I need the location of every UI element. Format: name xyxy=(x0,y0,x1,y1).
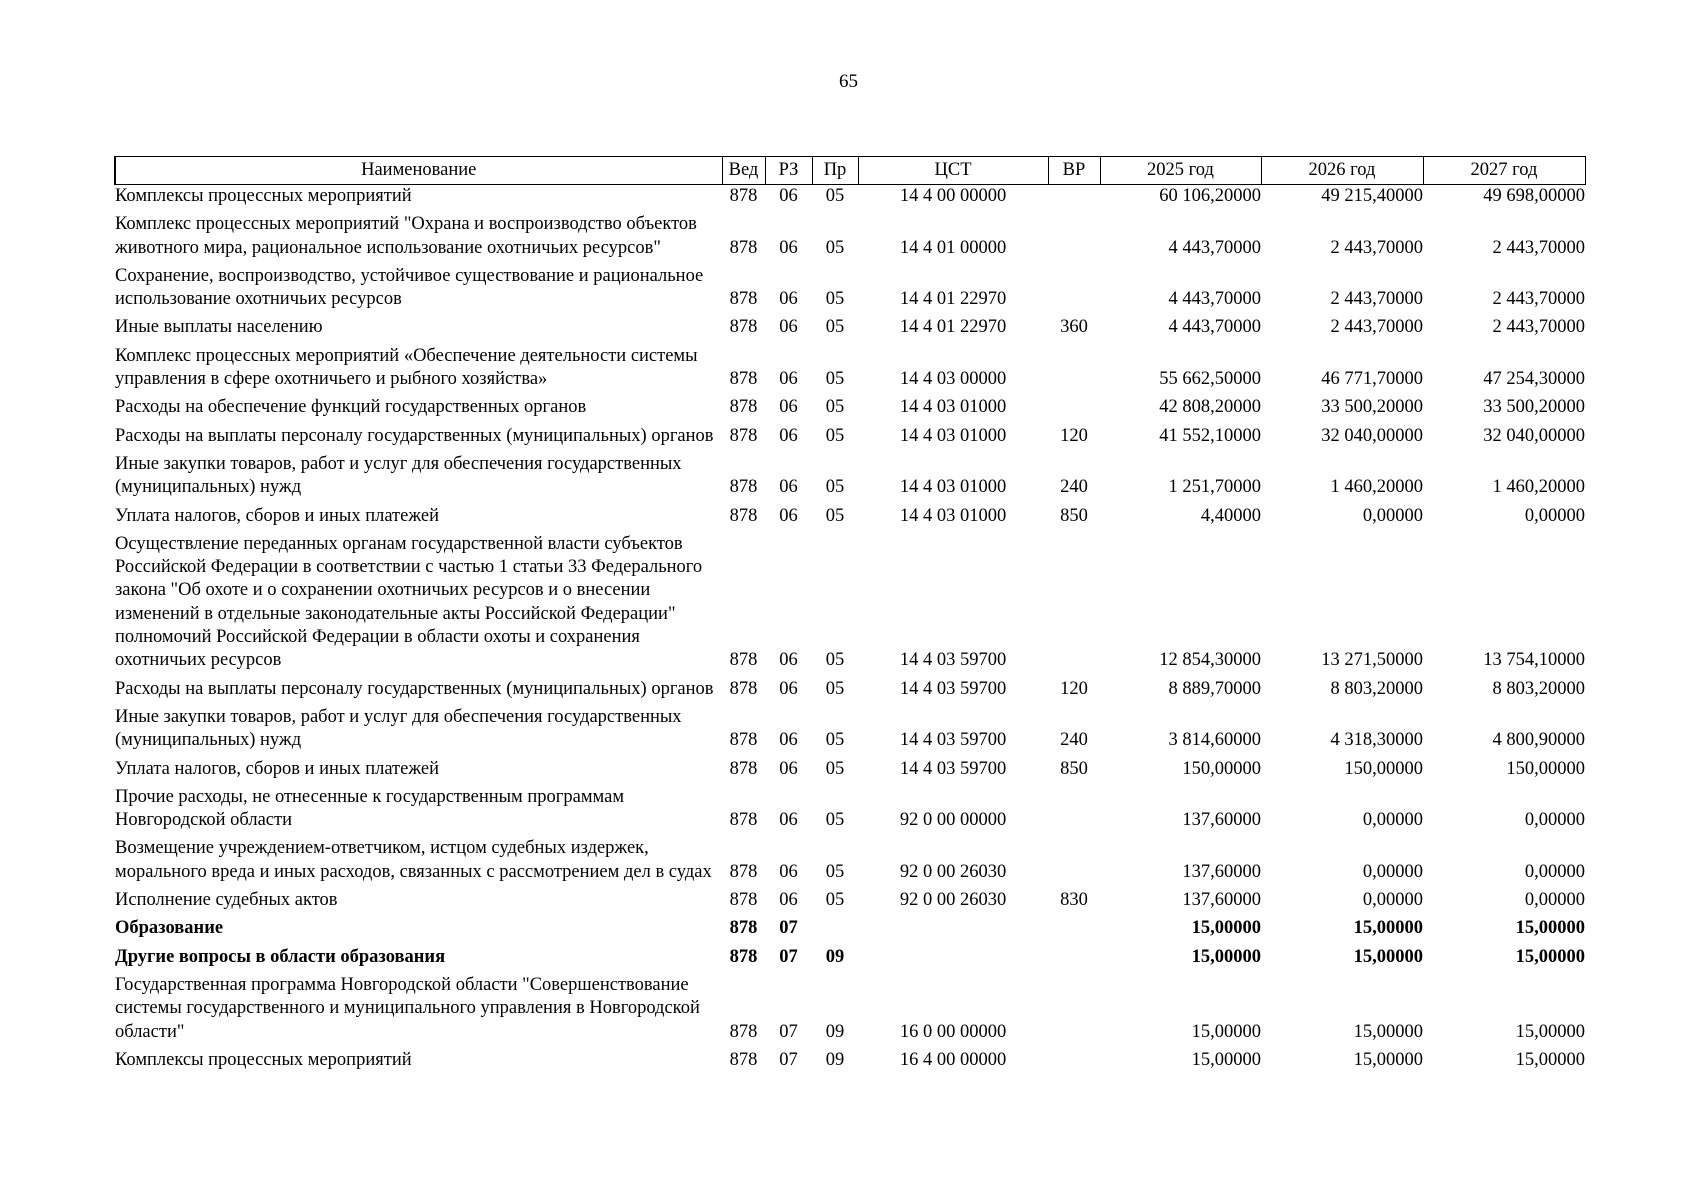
cell-ved: 878 xyxy=(729,1049,758,1070)
table-row xyxy=(115,260,1585,312)
cell-name: Расходы на выплаты персоналу государственных (муниципальных) органов xyxy=(115,678,714,699)
cell-pr: 05 xyxy=(825,505,845,526)
cell-y2026: 49 215,40000 xyxy=(1321,186,1423,206)
cell-pr: 05 xyxy=(825,237,845,258)
cell-y2026: 150,00000 xyxy=(1344,758,1423,779)
cell-y2027: 1 460,20000 xyxy=(1492,477,1585,498)
cell-y2025: 41 552,10000 xyxy=(1159,425,1261,446)
cell-name: Уплата налогов, сборов и иных платежей xyxy=(115,505,440,526)
cell-name: Исполнение судебных актов xyxy=(115,890,338,911)
cell-vr xyxy=(1048,832,1100,884)
cell-name: Комплекс процессных мероприятий «Обеспечение деятельности системы управления в сфере охотничьего и рыбного хозяйства» xyxy=(115,345,698,390)
cell-y2025: 4 443,70000 xyxy=(1168,317,1261,338)
cell-cst: 14 4 01 22970 xyxy=(899,289,1007,310)
table-row xyxy=(115,500,1585,528)
cell-vr: 830 xyxy=(1060,890,1088,911)
cell-pr: 05 xyxy=(825,317,845,338)
table-row xyxy=(115,528,1585,673)
table-row xyxy=(115,391,1585,419)
cell-y2026: 2 443,70000 xyxy=(1330,237,1423,258)
cell-cst: 92 0 00 26030 xyxy=(899,861,1007,882)
cell-cst xyxy=(858,912,1048,940)
header-cst: ЦСТ xyxy=(858,157,1048,185)
table-row xyxy=(115,753,1585,781)
cell-vr: 120 xyxy=(1060,425,1088,446)
cell-cst: 14 4 03 01000 xyxy=(899,477,1007,498)
cell-ved: 878 xyxy=(729,425,758,446)
cell-y2027: 0,00000 xyxy=(1524,861,1585,882)
cell-ved: 878 xyxy=(729,477,758,498)
header-rz: РЗ xyxy=(765,157,812,185)
cell-y2025: 8 889,70000 xyxy=(1168,678,1261,699)
cell-ved: 878 xyxy=(729,810,758,831)
table-row xyxy=(115,884,1585,912)
cell-name: Комплексы процессных мероприятий xyxy=(115,186,412,206)
cell-vr xyxy=(1048,941,1100,969)
header-vr: ВР xyxy=(1048,157,1100,185)
table-header-row xyxy=(115,157,1585,185)
cell-ved: 878 xyxy=(729,730,758,751)
cell-y2027: 8 803,20000 xyxy=(1492,678,1585,699)
table-row xyxy=(115,208,1585,260)
cell-vr xyxy=(1048,340,1100,392)
cell-y2027: 15,00000 xyxy=(1515,918,1585,939)
cell-y2025: 137,60000 xyxy=(1182,810,1261,831)
cell-y2027: 15,00000 xyxy=(1515,1049,1585,1070)
cell-cst: 92 0 00 26030 xyxy=(899,890,1007,911)
cell-y2027: 0,00000 xyxy=(1524,810,1585,831)
cell-vr xyxy=(1048,391,1100,419)
cell-vr: 240 xyxy=(1060,730,1088,751)
cell-pr: 05 xyxy=(825,861,845,882)
cell-rz: 06 xyxy=(779,425,798,446)
cell-y2027: 15,00000 xyxy=(1515,1021,1585,1042)
cell-rz: 06 xyxy=(779,317,798,338)
cell-name: Иные закупки товаров, работ и услуг для обеспечения государственных (муниципальных) нужд xyxy=(115,453,682,498)
cell-y2025: 55 662,50000 xyxy=(1159,369,1261,390)
cell-vr xyxy=(1048,969,1100,1044)
cell-name: Образование xyxy=(115,918,224,939)
cell-pr: 05 xyxy=(825,730,845,751)
cell-pr: 05 xyxy=(825,186,845,206)
cell-pr: 05 xyxy=(825,425,845,446)
cell-pr: 09 xyxy=(825,1049,845,1070)
cell-cst: 14 4 03 59700 xyxy=(899,730,1007,751)
cell-ved: 878 xyxy=(729,918,758,939)
table-row xyxy=(115,969,1585,1044)
cell-rz: 06 xyxy=(779,810,798,831)
cell-pr: 05 xyxy=(825,650,845,671)
cell-rz: 06 xyxy=(779,397,798,418)
cell-ved: 878 xyxy=(729,890,758,911)
cell-y2026: 13 271,50000 xyxy=(1321,650,1423,671)
cell-cst: 14 4 03 59700 xyxy=(899,678,1007,699)
cell-y2026: 15,00000 xyxy=(1353,946,1423,967)
cell-vr xyxy=(1048,781,1100,833)
table-row xyxy=(115,311,1585,339)
header-2026: 2026 год xyxy=(1261,157,1423,185)
cell-ved: 878 xyxy=(729,1021,758,1042)
cell-rz: 06 xyxy=(779,758,798,779)
cell-pr: 05 xyxy=(825,289,845,310)
table-row xyxy=(115,185,1585,209)
cell-ved: 878 xyxy=(729,678,758,699)
cell-y2026: 2 443,70000 xyxy=(1330,289,1423,310)
cell-rz: 06 xyxy=(779,289,798,310)
cell-y2025: 4 443,70000 xyxy=(1168,289,1261,310)
cell-name: Прочие расходы, не отнесенные к государственным программам Новгородской области xyxy=(115,786,625,831)
cell-pr: 05 xyxy=(825,477,845,498)
cell-y2026: 0,00000 xyxy=(1362,890,1423,911)
cell-name: Расходы на выплаты персоналу государственных (муниципальных) органов xyxy=(115,425,714,446)
cell-vr: 360 xyxy=(1060,317,1088,338)
cell-cst: 14 4 03 59700 xyxy=(899,650,1007,671)
cell-y2026: 15,00000 xyxy=(1353,1021,1423,1042)
cell-rz: 06 xyxy=(779,890,798,911)
cell-rz: 06 xyxy=(779,186,798,206)
cell-pr: 05 xyxy=(825,890,845,911)
cell-name: Государственная программа Новгородской области "Совершенствование системы государственного и муниципального управления в Новгородской области" xyxy=(115,974,700,1042)
cell-vr xyxy=(1048,260,1100,312)
cell-cst: 14 4 03 00000 xyxy=(899,369,1007,390)
cell-vr xyxy=(1048,528,1100,673)
cell-vr xyxy=(1048,208,1100,260)
cell-cst: 92 0 00 00000 xyxy=(899,810,1007,831)
cell-y2027: 15,00000 xyxy=(1515,946,1585,967)
cell-y2026: 4 318,30000 xyxy=(1330,730,1423,751)
cell-y2027: 150,00000 xyxy=(1506,758,1585,779)
table-row xyxy=(115,912,1585,940)
cell-ved: 878 xyxy=(729,369,758,390)
cell-vr xyxy=(1048,1044,1100,1072)
cell-y2027: 0,00000 xyxy=(1524,890,1585,911)
cell-y2025: 3 814,60000 xyxy=(1168,730,1261,751)
cell-y2026: 46 771,70000 xyxy=(1321,369,1423,390)
cell-y2027: 2 443,70000 xyxy=(1492,317,1585,338)
cell-pr: 05 xyxy=(825,369,845,390)
cell-y2026: 15,00000 xyxy=(1353,918,1423,939)
cell-y2025: 4,40000 xyxy=(1200,505,1261,526)
cell-y2026: 0,00000 xyxy=(1362,810,1423,831)
table-row xyxy=(115,781,1585,833)
header-2027: 2027 год xyxy=(1423,157,1585,185)
cell-y2026: 33 500,20000 xyxy=(1321,397,1423,418)
cell-pr: 05 xyxy=(825,758,845,779)
header-2025: 2025 год xyxy=(1100,157,1261,185)
table-row xyxy=(115,941,1585,969)
table-row xyxy=(115,673,1585,701)
cell-cst: 14 4 03 01000 xyxy=(899,397,1007,418)
header-pr: Пр xyxy=(812,157,858,185)
cell-y2025: 137,60000 xyxy=(1182,861,1261,882)
cell-pr xyxy=(812,912,858,940)
cell-name: Сохранение, воспроизводство, устойчивое существование и рациональное использование охотничьих ресурсов xyxy=(115,265,704,310)
cell-rz: 06 xyxy=(779,237,798,258)
cell-name: Комплекс процессных мероприятий "Охрана и воспроизводство объектов животного мира, рациональное использование охотничьих ресурсов" xyxy=(115,214,697,258)
cell-cst: 14 4 03 59700 xyxy=(899,758,1007,779)
cell-cst: 14 4 03 01000 xyxy=(899,425,1007,446)
cell-pr: 09 xyxy=(825,946,845,967)
cell-rz: 06 xyxy=(779,861,798,882)
cell-cst: 14 4 00 00000 xyxy=(899,186,1007,206)
cell-rz: 07 xyxy=(779,918,798,939)
cell-rz: 06 xyxy=(779,650,798,671)
cell-ved: 878 xyxy=(729,186,758,206)
cell-cst: 14 4 01 00000 xyxy=(899,237,1007,258)
cell-y2025: 15,00000 xyxy=(1191,946,1261,967)
cell-name: Возмещение учреждением-ответчиком, истцом судебных издержек, морального вреда и иных расходов, связанных с рассмотрением дел в судах xyxy=(115,838,712,882)
cell-name: Комплексы процессных мероприятий xyxy=(115,1049,412,1070)
cell-name: Уплата налогов, сборов и иных платежей xyxy=(115,758,440,779)
cell-ved: 878 xyxy=(729,317,758,338)
cell-vr: 850 xyxy=(1060,758,1088,779)
cell-y2025: 150,00000 xyxy=(1182,758,1261,779)
cell-rz: 07 xyxy=(779,946,798,967)
cell-vr xyxy=(1048,912,1100,940)
cell-rz: 06 xyxy=(779,678,798,699)
cell-y2027: 33 500,20000 xyxy=(1483,397,1585,418)
cell-name: Иные выплаты населению xyxy=(115,317,323,338)
table-row xyxy=(115,1044,1585,1072)
table-row xyxy=(115,340,1585,392)
cell-y2025: 15,00000 xyxy=(1191,1049,1261,1070)
cell-y2026: 1 460,20000 xyxy=(1330,477,1423,498)
budget-table xyxy=(114,156,1586,1072)
cell-ved: 878 xyxy=(729,861,758,882)
cell-y2027: 2 443,70000 xyxy=(1492,237,1585,258)
cell-rz: 06 xyxy=(779,369,798,390)
cell-y2026: 15,00000 xyxy=(1353,1049,1423,1070)
cell-ved: 878 xyxy=(729,505,758,526)
cell-y2025: 4 443,70000 xyxy=(1168,237,1261,258)
cell-ved: 878 xyxy=(729,650,758,671)
cell-y2027: 32 040,00000 xyxy=(1483,425,1585,446)
cell-y2027: 2 443,70000 xyxy=(1492,289,1585,310)
table-row xyxy=(115,701,1585,753)
cell-y2026: 0,00000 xyxy=(1362,861,1423,882)
cell-rz: 06 xyxy=(779,477,798,498)
cell-y2025: 137,60000 xyxy=(1182,890,1261,911)
cell-y2026: 0,00000 xyxy=(1362,505,1423,526)
table-row xyxy=(115,832,1585,884)
cell-name: Другие вопросы в области образования xyxy=(115,946,446,967)
cell-y2025: 1 251,70000 xyxy=(1168,477,1261,498)
cell-y2026: 8 803,20000 xyxy=(1330,678,1423,699)
cell-y2025: 15,00000 xyxy=(1191,1021,1261,1042)
cell-ved: 878 xyxy=(729,237,758,258)
header-ved: Вед xyxy=(722,157,765,185)
cell-rz: 07 xyxy=(779,1021,798,1042)
cell-name: Иные закупки товаров, работ и услуг для обеспечения государственных (муниципальных) нужд xyxy=(115,706,682,751)
cell-y2027: 47 254,30000 xyxy=(1483,369,1585,390)
cell-y2027: 13 754,10000 xyxy=(1483,650,1585,671)
cell-pr: 05 xyxy=(825,810,845,831)
cell-vr: 120 xyxy=(1060,678,1088,699)
cell-cst: 16 4 00 00000 xyxy=(899,1049,1007,1070)
cell-rz: 06 xyxy=(779,730,798,751)
page-number: 65 xyxy=(839,71,858,92)
cell-cst: 14 4 01 22970 xyxy=(899,317,1007,338)
cell-ved: 878 xyxy=(729,289,758,310)
cell-cst: 16 0 00 00000 xyxy=(899,1021,1007,1042)
cell-y2025: 60 106,20000 xyxy=(1159,186,1261,206)
cell-pr: 05 xyxy=(825,678,845,699)
cell-y2025: 12 854,30000 xyxy=(1159,650,1261,671)
cell-y2025: 15,00000 xyxy=(1191,918,1261,939)
cell-name: Расходы на обеспечение функций государственных органов xyxy=(115,397,587,418)
cell-name: Осуществление переданных органам государственной власти субъектов Российской Федерации в соответствии с частью 1 статьи 33 Федерального закона "Об охоте и о сохранении охотничьих ресурсов и о внесении изменений в отдельные законодательные акты Российской Федерации" полномочий Российской Федерации в области охоты и сохранения охотничьих ресурсов xyxy=(115,533,703,671)
cell-cst xyxy=(858,941,1048,969)
cell-cst: 14 4 03 01000 xyxy=(899,505,1007,526)
cell-vr: 850 xyxy=(1060,505,1088,526)
table-body xyxy=(115,185,1585,1073)
cell-ved: 878 xyxy=(729,946,758,967)
cell-y2027: 49 698,00000 xyxy=(1483,186,1585,206)
cell-ved: 878 xyxy=(729,758,758,779)
cell-rz: 06 xyxy=(779,505,798,526)
cell-rz: 07 xyxy=(779,1049,798,1070)
table-row xyxy=(115,448,1585,500)
cell-pr: 09 xyxy=(825,1021,845,1042)
cell-y2026: 32 040,00000 xyxy=(1321,425,1423,446)
cell-y2027: 0,00000 xyxy=(1524,505,1585,526)
cell-y2026: 2 443,70000 xyxy=(1330,317,1423,338)
cell-y2027: 4 800,90000 xyxy=(1492,730,1585,751)
cell-pr: 05 xyxy=(825,397,845,418)
cell-vr xyxy=(1048,185,1100,209)
cell-vr: 240 xyxy=(1060,477,1088,498)
cell-y2025: 42 808,20000 xyxy=(1159,397,1261,418)
header-name: Наименование xyxy=(115,157,722,185)
cell-ved: 878 xyxy=(729,397,758,418)
table-row xyxy=(115,420,1585,448)
